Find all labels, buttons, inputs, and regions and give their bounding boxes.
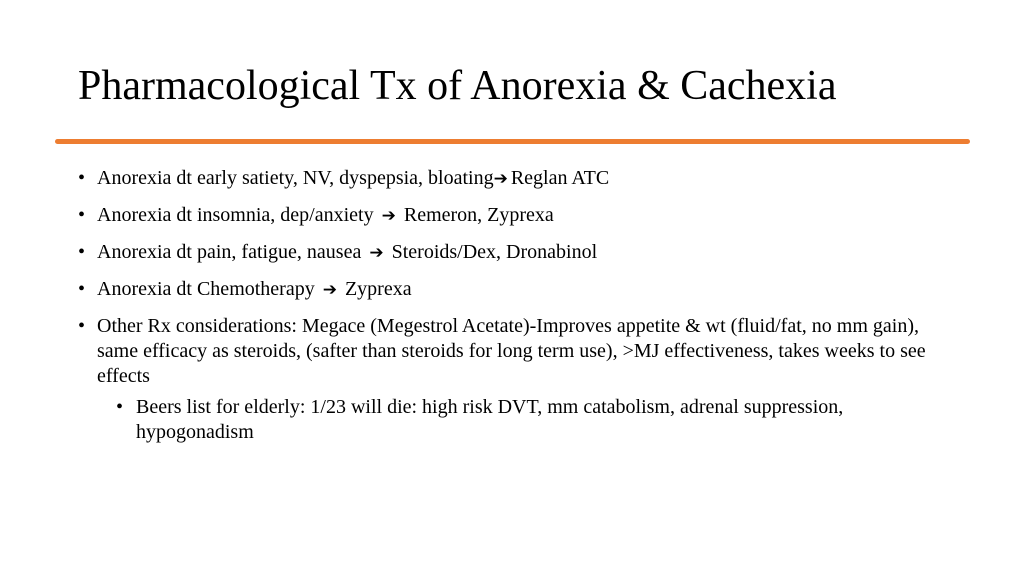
bullet-text: Anorexia dt pain, fatigue, nausea — [97, 241, 362, 263]
arrow-right-icon: ➔ — [322, 280, 337, 300]
sub-bullet-text: Beers list for elderly: 1/23 will die: high risk DVT, mm catabolism, adrenal suppression, hypogonadism — [136, 396, 844, 443]
bullet-list — [78, 166, 958, 456]
arrow-right-icon: ➔ — [381, 206, 396, 226]
bullet-item — [78, 277, 958, 303]
bullet-item — [78, 240, 958, 266]
bullet-icon: • — [78, 315, 86, 337]
bullet-text: Anorexia dt Chemotherapy — [97, 278, 315, 300]
sub-bullet-list — [97, 395, 958, 445]
title-underline — [55, 139, 970, 144]
bullet-item — [78, 203, 958, 229]
bullet-text: Other Rx considerations: Megace (Megestrol Acetate)-Improves appetite & wt (fluid/fat, no mm gain), same efficacy as steroids, (safter than steroids for long term use), >MJ effectiveness, takes weeks to see effects — [97, 315, 926, 387]
bullet-item — [78, 166, 958, 192]
bullet-result: Zyprexa — [344, 278, 412, 300]
bullet-item — [78, 314, 958, 445]
bullet-result: Reglan ATC — [510, 167, 610, 189]
bullet-text: Anorexia dt early satiety, NV, dyspepsia, bloating — [97, 167, 494, 189]
slide-title: Pharmacological Tx of Anorexia & Cachexia — [78, 63, 837, 109]
bullet-icon: • — [78, 241, 86, 263]
arrow-right-icon: ➔ — [369, 243, 384, 263]
bullet-result: Steroids/Dex, Dronabinol — [391, 241, 598, 263]
bullet-icon: • — [78, 167, 86, 189]
bullet-icon: • — [116, 396, 124, 418]
bullet-icon: • — [78, 278, 86, 300]
bullet-result: Remeron, Zyprexa — [403, 204, 554, 226]
bullet-icon: • — [78, 204, 86, 226]
sub-bullet-item — [97, 395, 958, 445]
arrow-right-icon: ➔ — [493, 169, 508, 189]
bullet-text: Anorexia dt insomnia, dep/anxiety — [97, 204, 374, 226]
